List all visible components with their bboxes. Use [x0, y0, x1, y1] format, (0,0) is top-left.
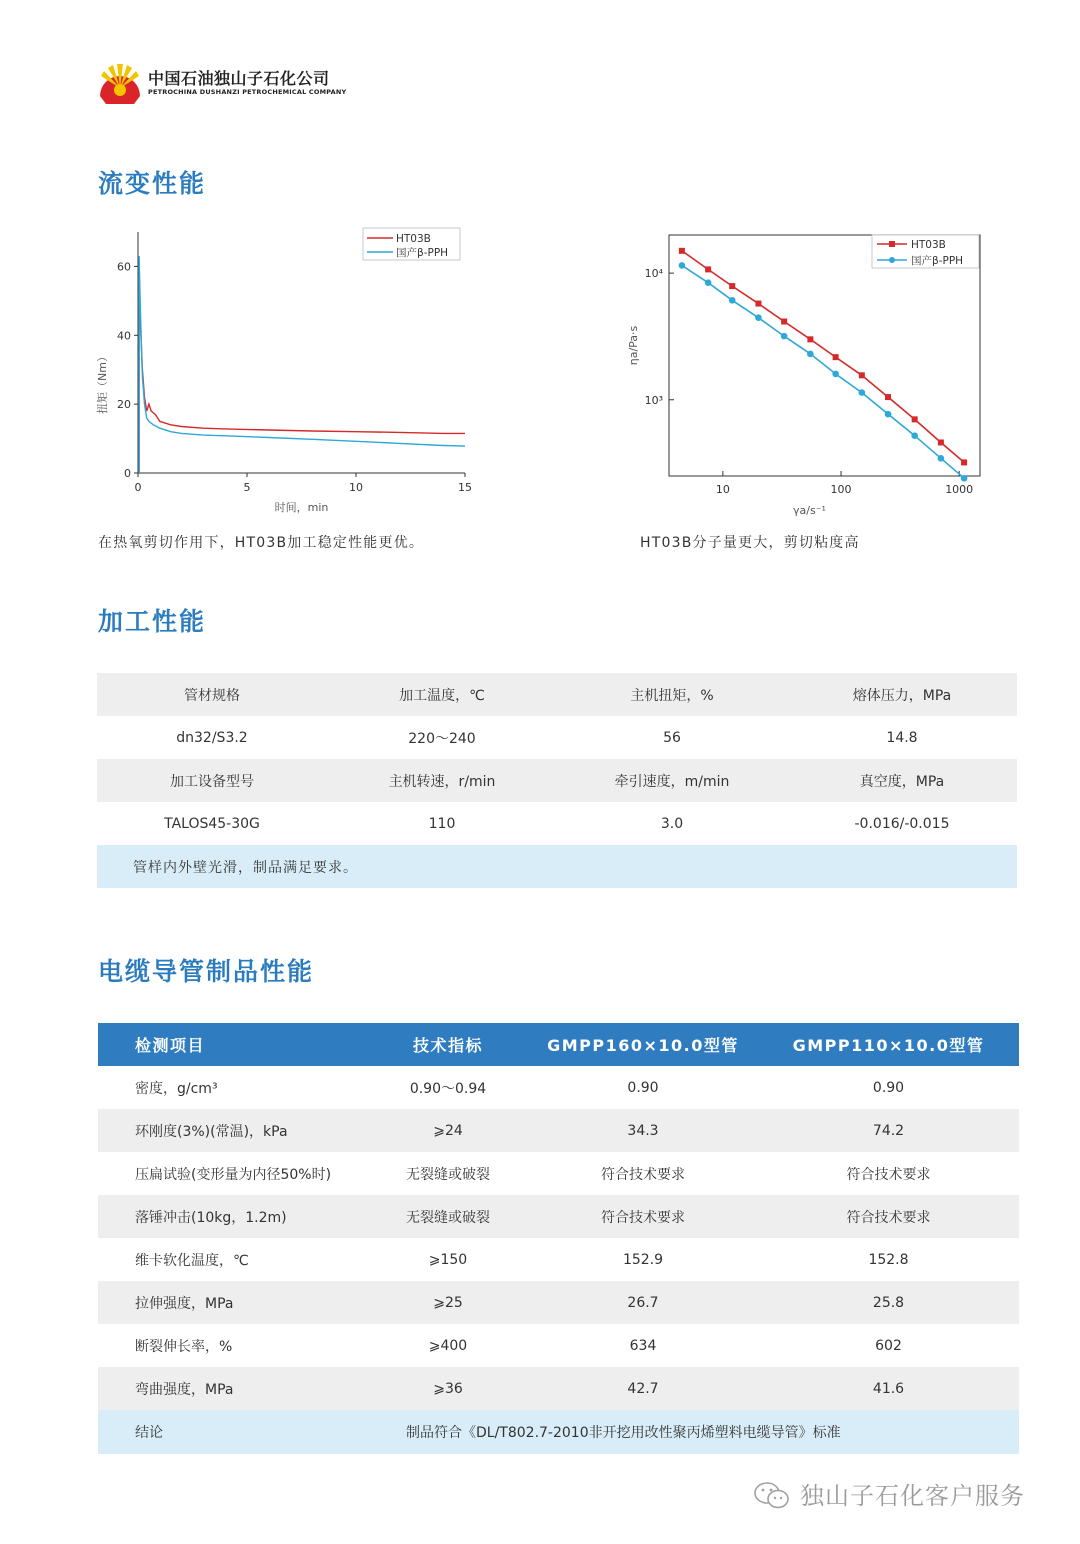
- table-cell: 42.7: [627, 1380, 659, 1397]
- x-tick-label: 1000: [945, 483, 974, 496]
- table-cell: ⩾25: [433, 1294, 463, 1311]
- data-point: [755, 301, 761, 307]
- data-point: [961, 459, 967, 465]
- table-cell: 加工设备型号: [170, 773, 254, 790]
- table-cell: 环刚度(3%)(常温)，kPa: [135, 1123, 288, 1140]
- table-row: [97, 802, 1017, 845]
- series-line: [682, 251, 964, 463]
- series-line: [139, 266, 465, 473]
- table-cell: 152.9: [622, 1251, 664, 1268]
- y-axis-label: ηa/Pa·s: [627, 325, 640, 366]
- x-tick-label: 10: [349, 481, 363, 494]
- table-cell: dn32/S3.2: [176, 729, 248, 746]
- x-tick-label: 5: [243, 481, 251, 494]
- header-cell: GMPP110×10.0型管: [792, 1036, 985, 1055]
- table-cell: 110: [428, 815, 456, 832]
- legend-label: HT03B: [911, 239, 946, 251]
- data-point: [938, 455, 945, 462]
- table-cell: 634: [629, 1337, 657, 1354]
- table-cell: 34.3: [627, 1122, 659, 1139]
- table-cell: 真空度，MPa: [859, 773, 945, 790]
- table-cell: 74.2: [872, 1122, 905, 1139]
- table-row: [98, 1324, 1019, 1367]
- table-cell: 符合技术要求: [601, 1166, 685, 1183]
- x-tick-label: 15: [458, 481, 472, 494]
- data-point: [833, 354, 839, 360]
- data-point: [729, 283, 735, 289]
- table-row: [97, 759, 1017, 802]
- data-point: [961, 475, 968, 482]
- table-cell: 压扁试验(变形量为内径50%时): [135, 1166, 332, 1183]
- table-cell: ⩾24: [433, 1122, 463, 1139]
- data-point: [859, 389, 866, 396]
- y-tick-label: 10⁴: [644, 267, 663, 281]
- legend-label: 国产β-PPH: [911, 255, 964, 267]
- processing-note: 管样内外壁光滑，制品满足要求。: [97, 845, 1017, 888]
- data-point: [832, 371, 839, 378]
- table-cell: ⩾150: [428, 1251, 468, 1268]
- data-point: [885, 394, 891, 400]
- series-line: [139, 256, 465, 473]
- table-cell: 25.8: [872, 1294, 905, 1311]
- data-point: [807, 351, 814, 358]
- table-row: [98, 1195, 1019, 1238]
- data-point: [755, 314, 762, 321]
- table-cell: 3.0: [660, 815, 684, 832]
- data-point: [679, 248, 685, 254]
- data-point: [859, 372, 865, 378]
- table-row: [97, 673, 1017, 716]
- table-cell: 牵引速度，m/min: [614, 773, 730, 790]
- table-cell: 无裂缝或破裂: [406, 1166, 490, 1183]
- y-tick-label: 40: [117, 329, 131, 343]
- company-name-en: PETROCHINA DUSHANZI PETROCHEMICAL COMPANY: [148, 88, 347, 96]
- y-tick-label: 0: [124, 467, 131, 480]
- table-cell: 符合技术要求: [846, 1166, 931, 1183]
- rheology-section-title: 流变性能: [98, 169, 207, 198]
- table-cell: 加工温度，℃: [399, 687, 485, 704]
- data-point: [938, 439, 944, 445]
- header-cell: 检测项目: [135, 1036, 206, 1055]
- table-cell: 拉伸强度，MPa: [135, 1295, 234, 1312]
- y-tick-label: 10³: [644, 393, 663, 407]
- data-point: [729, 297, 736, 304]
- table-cell: 落锤冲击(10kg，1.2m): [135, 1209, 287, 1226]
- x-axis-label: γa/s⁻¹: [793, 504, 826, 517]
- table-cell: 152.8: [868, 1251, 909, 1268]
- table-cell: 0.90: [872, 1079, 905, 1096]
- table-cell: 熔体压力，MPa: [852, 687, 952, 704]
- table-header-row: [98, 1023, 1019, 1066]
- plot-frame: [669, 235, 980, 476]
- table-row: [98, 1066, 1019, 1109]
- x-tick-label: 10: [715, 483, 730, 496]
- table-cell: ⩾36: [433, 1380, 463, 1397]
- table-cell: -0.016/-0.015: [854, 815, 950, 832]
- conclusion-label: 结论: [135, 1425, 163, 1441]
- table-row: [97, 716, 1017, 759]
- table-cell: 14.8: [886, 729, 918, 746]
- table-row: [98, 1152, 1019, 1195]
- processing-section-title: 加工性能: [98, 607, 207, 636]
- table-cell: 602: [875, 1337, 902, 1354]
- viscosity-chart: [620, 225, 1000, 520]
- data-point: [679, 262, 686, 269]
- table-row: [98, 1109, 1019, 1152]
- header-cell: 技术指标: [412, 1036, 483, 1055]
- y-tick-label: 20: [117, 398, 131, 412]
- table-cell: 56: [663, 729, 681, 746]
- torque-chart: [90, 222, 480, 517]
- watermark-text: 独山子石化客户服务: [800, 1482, 1025, 1510]
- table-cell: 密度，g/cm³: [135, 1080, 218, 1097]
- cable-section-title: 电缆导管制品性能: [98, 957, 315, 986]
- table-row: [98, 1367, 1019, 1410]
- table-cell: TALOS45-30G: [164, 815, 260, 832]
- table-cell: 41.6: [872, 1380, 905, 1397]
- table-cell: ⩾400: [428, 1337, 468, 1354]
- table-cell: 26.7: [627, 1294, 659, 1311]
- data-point: [705, 279, 712, 286]
- y-axis-label: 扭矩（Nm）: [96, 351, 109, 414]
- table-cell: 符合技术要求: [846, 1209, 931, 1226]
- table-cell: 弯曲强度，MPa: [135, 1381, 234, 1398]
- x-tick-label: 100: [830, 483, 852, 496]
- table-cell: 符合技术要求: [601, 1209, 685, 1226]
- table-cell: 220～240: [408, 730, 476, 747]
- table-cell: 无裂缝或破裂: [406, 1209, 490, 1226]
- x-axis-label: 时间，min: [274, 501, 329, 514]
- table-cell: 主机转速，r/min: [388, 773, 496, 790]
- data-point: [911, 432, 918, 439]
- header-cell: GMPP160×10.0型管: [547, 1036, 739, 1055]
- petrochina-logo: [98, 60, 142, 104]
- data-point: [807, 336, 813, 342]
- left-chart-caption: 在热氧剪切作用下，HT03B加工稳定性能更优。: [98, 535, 425, 551]
- table-row: [98, 1281, 1019, 1324]
- data-point: [705, 266, 711, 272]
- table-row: [98, 1238, 1019, 1281]
- table-cell: 0.90: [627, 1079, 659, 1096]
- conclusion-row: [98, 1410, 1019, 1454]
- table-cell: 管材规格: [184, 687, 240, 704]
- data-point: [912, 416, 918, 422]
- legend-marker: [889, 257, 895, 263]
- data-point: [781, 333, 788, 340]
- table-cell: 维卡软化温度，℃: [135, 1252, 249, 1269]
- x-tick-label: 0: [134, 481, 142, 494]
- y-tick-label: 60: [117, 260, 131, 274]
- data-point: [781, 318, 787, 324]
- conclusion-text: 制品符合《DL/T802.7-2010非开挖用改性聚丙烯塑料电缆导管》标准: [406, 1425, 841, 1441]
- series-line: [682, 265, 964, 478]
- table-cell: 主机扭矩，%: [630, 687, 714, 704]
- legend-label: 国产β-PPH: [396, 247, 449, 259]
- processing-table: [97, 673, 1017, 888]
- legend-marker: [889, 241, 895, 247]
- cable-conduit-table: [98, 1023, 1019, 1454]
- data-point: [885, 411, 892, 418]
- table-cell: 断裂伸长率，%: [135, 1338, 233, 1355]
- table-cell: 0.90～0.94: [409, 1080, 487, 1097]
- right-chart-caption: HT03B分子量更大，剪切粘度高: [640, 535, 860, 551]
- company-name-cn: 中国石油独山子石化公司: [148, 69, 330, 88]
- wechat-icon: [752, 1480, 792, 1512]
- legend-label: HT03B: [396, 233, 431, 245]
